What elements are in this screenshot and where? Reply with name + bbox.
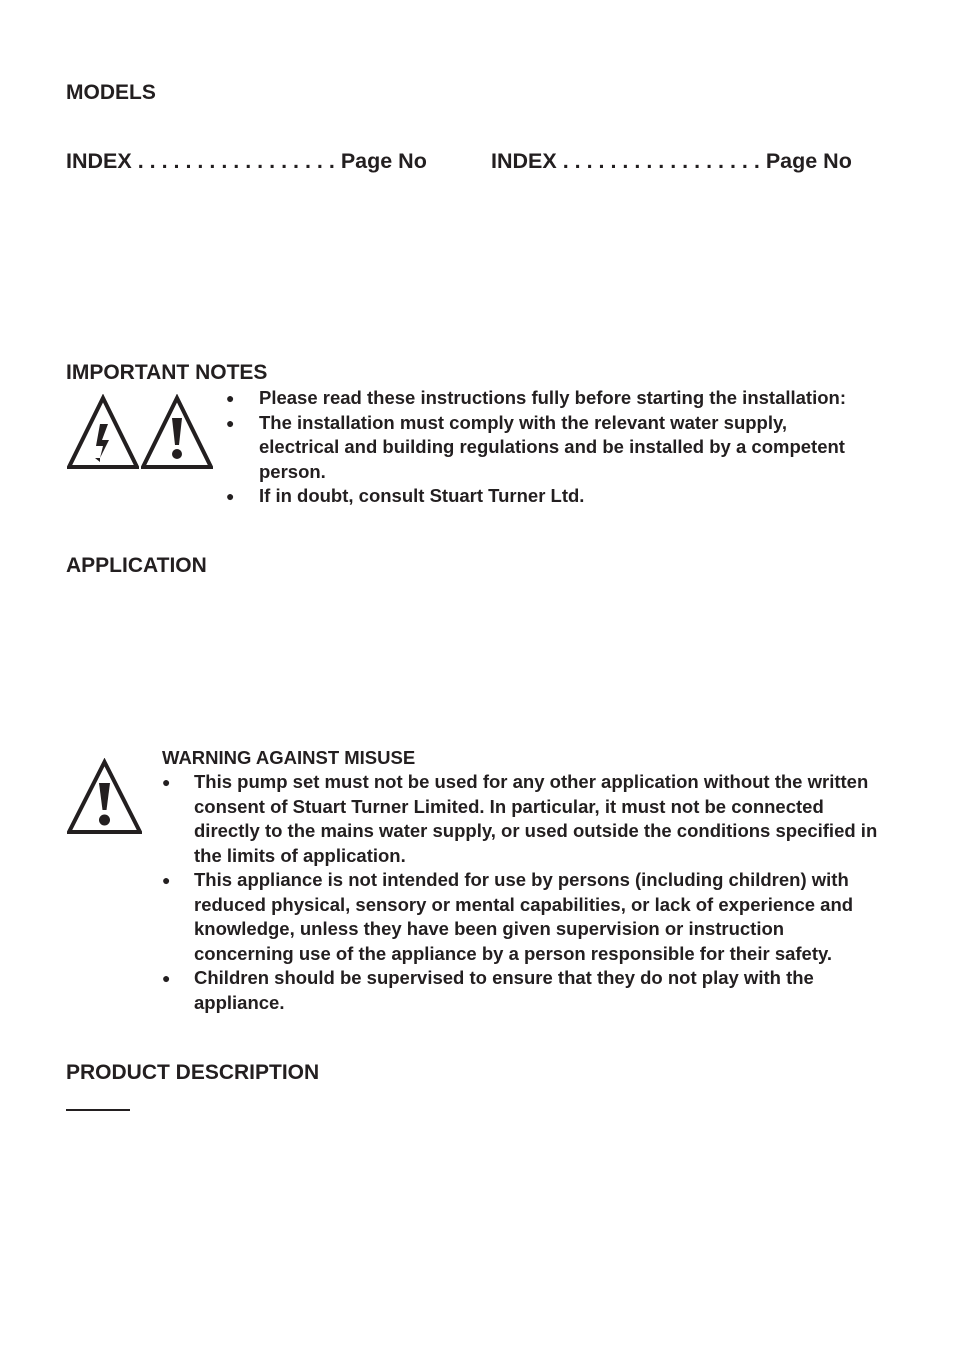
important-note-text: Please read these instructions fully before starting the installation: [259, 387, 846, 408]
important-note-item [226, 484, 846, 509]
electrical-hazard-icon [67, 394, 139, 470]
warning-item [162, 966, 888, 1015]
important-note-item [226, 386, 846, 411]
bullet: ● [226, 414, 235, 431]
index-left-page-label: Page No [340, 149, 427, 173]
bullet: ● [226, 390, 235, 406]
warning-item [162, 868, 888, 966]
important-notes-list [226, 386, 846, 509]
product-description-heading: PRODUCT DESCRIPTION [66, 1061, 320, 1084]
warning-text: This pump set must not be used for any other application without the written consent of Stuart Turner Limited. In particular, it must not be connected directly to the mains water supply, or used outside the conditions specified in the limits of application. [194, 771, 878, 866]
bullet: ● [162, 774, 171, 790]
index-right-label: INDEX [491, 149, 557, 173]
index-right [491, 149, 852, 173]
caution-exclamation-icon [67, 758, 142, 836]
models-heading: MODELS [66, 81, 156, 104]
index-right-page-label: Page No [765, 149, 852, 173]
application-heading: APPLICATION [66, 554, 207, 577]
index-right-leader: . . . . . . . . . . . . . . . . . [562, 149, 760, 173]
important-note-text: The installation must comply with the relevant water supply, electrical and building regulations and be installed by a competent person. [259, 411, 845, 482]
warning-list [162, 770, 888, 1015]
important-note-text: If in doubt, consult Stuart Turner Ltd. [259, 485, 585, 506]
warning-text: Children should be supervised to ensure that they do not play with the appliance. [194, 967, 814, 1013]
bullet: ● [226, 488, 235, 504]
warning-heading: WARNING AGAINST MISUSE [162, 747, 416, 768]
index-left [66, 149, 427, 173]
caution-exclamation-icon [141, 394, 213, 470]
important-notes-heading: IMPORTANT NOTES [66, 361, 268, 384]
important-note-item [226, 411, 846, 485]
bullet: ● [162, 970, 171, 986]
index-left-leader: . . . . . . . . . . . . . . . . . [137, 149, 335, 173]
bullet: ● [162, 872, 171, 888]
section-rule [66, 1109, 130, 1111]
warning-item [162, 770, 888, 868]
warning-text: This appliance is not intended for use by persons (including children) with reduced physical, sensory or mental capabilities, or lack of experience and knowledge, unless they have been given supervision or instruction concerning use of the appliance by a person responsible for their safety. [194, 869, 854, 964]
index-left-label: INDEX [66, 149, 132, 173]
